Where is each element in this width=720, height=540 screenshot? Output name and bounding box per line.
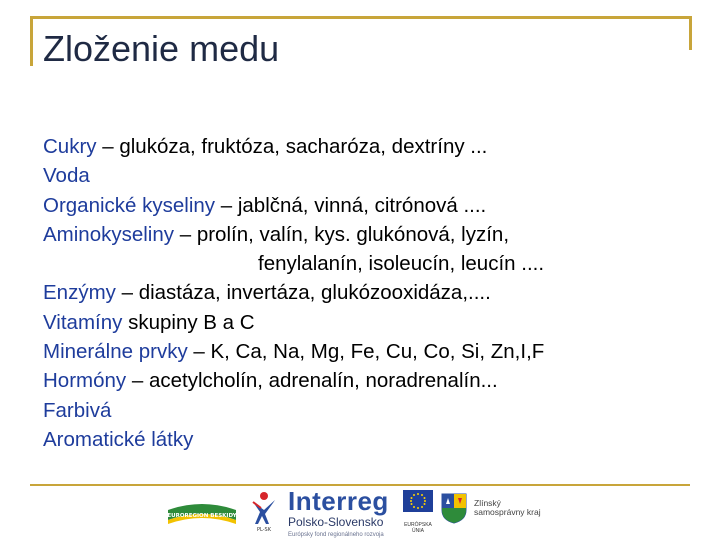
eu-flag-icon xyxy=(403,490,433,512)
zlin-region-coat-of-arms-icon xyxy=(440,492,468,524)
euroregion-banner-text: EUROREGION BESKIDY xyxy=(167,513,237,519)
detail: – K, Ca, Na, Mg, Fe, Cu, Co, Si, Zn,I,F xyxy=(187,340,545,364)
list-item-voda xyxy=(43,161,683,190)
detail: – glukóza, fruktóza, sacharóza, dextríny ... xyxy=(96,135,488,158)
list-item-aminokyseliny-continuation: fenylalanín, isoleucín, leucín .... xyxy=(258,252,545,276)
frame-top-rule xyxy=(30,16,690,19)
term: Aminokyseliny xyxy=(43,222,175,246)
interreg-tagline: Európsky fond regionálneho rozvoja xyxy=(288,532,384,538)
term: Farbivá xyxy=(43,398,112,422)
region-text: Zlínský samosprávny kraj xyxy=(474,498,541,517)
euroregion-beskidy-logo xyxy=(166,496,238,530)
interreg-logo-text: Interreg xyxy=(288,486,389,516)
frame-right-rule xyxy=(689,16,692,50)
interreg-program-text: Polsko-Slovensko xyxy=(288,515,384,529)
term: Hormóny xyxy=(43,369,127,393)
list-item-aromaticke-latky xyxy=(43,425,683,454)
term: Voda xyxy=(43,164,90,188)
slide-title: Zloženie medu xyxy=(43,28,280,69)
list-item-vitaminy xyxy=(43,308,683,337)
list-item-cukry xyxy=(43,132,683,161)
content-list xyxy=(43,132,683,454)
list-item-aminokyseliny xyxy=(43,220,683,249)
term: Minerálne prvky xyxy=(43,340,188,364)
detail: skupiny B a C xyxy=(122,310,255,334)
term: Enzýmy xyxy=(43,281,116,305)
term: Aromatické látky xyxy=(43,427,194,451)
frame-left-rule xyxy=(30,16,33,66)
plsk-figure-logo xyxy=(249,490,279,532)
list-item-farbiva xyxy=(43,396,683,425)
detail: – acetylcholín, adrenalín, noradrenalín... xyxy=(126,369,498,393)
detail: – prolín, valín, kys. glukónová, lyzín, xyxy=(174,222,510,246)
term: Vitamíny xyxy=(43,310,123,334)
footer-logos xyxy=(0,486,720,540)
detail: – jablčná, vinná, citrónová .... xyxy=(215,193,487,217)
eu-caption: EURÓPSKA ÚNIA xyxy=(404,522,432,534)
list-item-organicke-kyseliny xyxy=(43,191,683,220)
term: Organické kyseliny xyxy=(43,193,216,217)
plsk-label: PL-SK xyxy=(257,527,271,532)
list-item-mineralne-prvky xyxy=(43,337,683,366)
list-item-hormony xyxy=(43,366,683,395)
list-item-enzymy xyxy=(43,278,683,307)
detail: – diastáza, invertáza, glukózooxidáza,.... xyxy=(115,281,491,305)
term: Cukry xyxy=(43,135,97,158)
